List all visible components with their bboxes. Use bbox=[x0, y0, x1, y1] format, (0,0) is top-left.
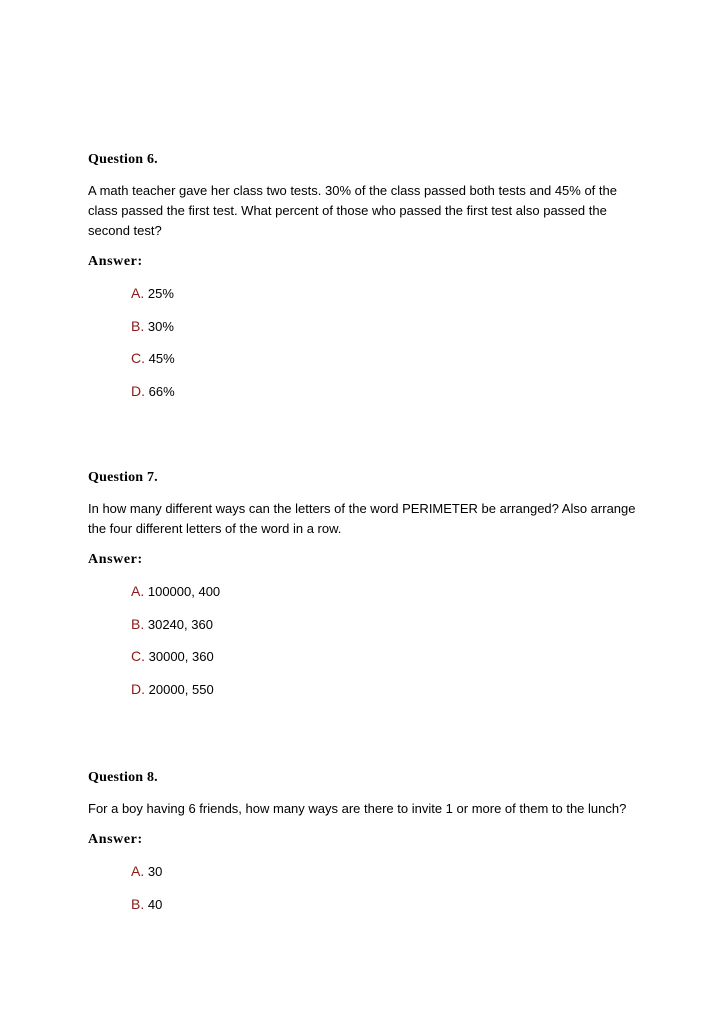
answer-label: Answer: bbox=[88, 832, 143, 847]
option-b bbox=[131, 896, 648, 913]
option-letter: A. bbox=[131, 583, 145, 599]
option-c bbox=[131, 648, 648, 665]
option-letter: B. bbox=[131, 895, 145, 912]
question-text: In how many different ways can the letters of the word PERIMETER be arranged? Also arrange the four different letters of the word in a row. bbox=[88, 501, 636, 536]
question-8 bbox=[88, 769, 648, 928]
question-text: For a boy having 6 friends, how many ways are there to invite 1 or more of them to the lunch? bbox=[88, 801, 627, 816]
option-a bbox=[131, 285, 648, 302]
question-title: Question 6. bbox=[88, 152, 158, 167]
option-text: 66% bbox=[148, 383, 175, 399]
answer-label: Answer: bbox=[88, 552, 143, 567]
option-text: 100000, 400 bbox=[147, 584, 221, 599]
question-title: Question 8. bbox=[88, 770, 158, 785]
option-letter: A. bbox=[131, 863, 145, 879]
option-letter: D. bbox=[131, 680, 145, 697]
option-text: 30000, 360 bbox=[148, 649, 214, 664]
option-d bbox=[131, 681, 648, 698]
option-text: 30 bbox=[147, 864, 163, 879]
option-letter: C. bbox=[131, 350, 145, 366]
option-letter: C. bbox=[131, 648, 145, 664]
answer-options bbox=[131, 863, 648, 913]
option-a bbox=[131, 583, 648, 600]
option-text: 30% bbox=[147, 318, 174, 334]
option-text: 20000, 550 bbox=[148, 681, 214, 697]
answer-options bbox=[131, 583, 648, 698]
question-title: Question 7. bbox=[88, 470, 158, 485]
option-text: 40 bbox=[147, 896, 163, 912]
option-text: 25% bbox=[147, 286, 174, 301]
option-d bbox=[131, 383, 648, 400]
option-text: 30240, 360 bbox=[147, 616, 213, 632]
question-text: A math teacher gave her class two tests. 30% of the class passed both tests and 45% of the class passed the first test. What percent of those who passed the first test also passed the second test? bbox=[88, 183, 617, 238]
option-a bbox=[131, 863, 648, 880]
answer-label: Answer: bbox=[88, 254, 143, 269]
option-letter: D. bbox=[131, 382, 145, 399]
option-letter: B. bbox=[131, 317, 145, 334]
option-text: 45% bbox=[148, 351, 175, 366]
option-letter: B. bbox=[131, 615, 145, 632]
question-7 bbox=[88, 469, 648, 713]
option-c bbox=[131, 350, 648, 367]
option-b bbox=[131, 318, 648, 335]
option-letter: A. bbox=[131, 285, 145, 301]
option-b bbox=[131, 616, 648, 633]
question-6 bbox=[88, 151, 648, 415]
answer-options bbox=[131, 285, 648, 400]
